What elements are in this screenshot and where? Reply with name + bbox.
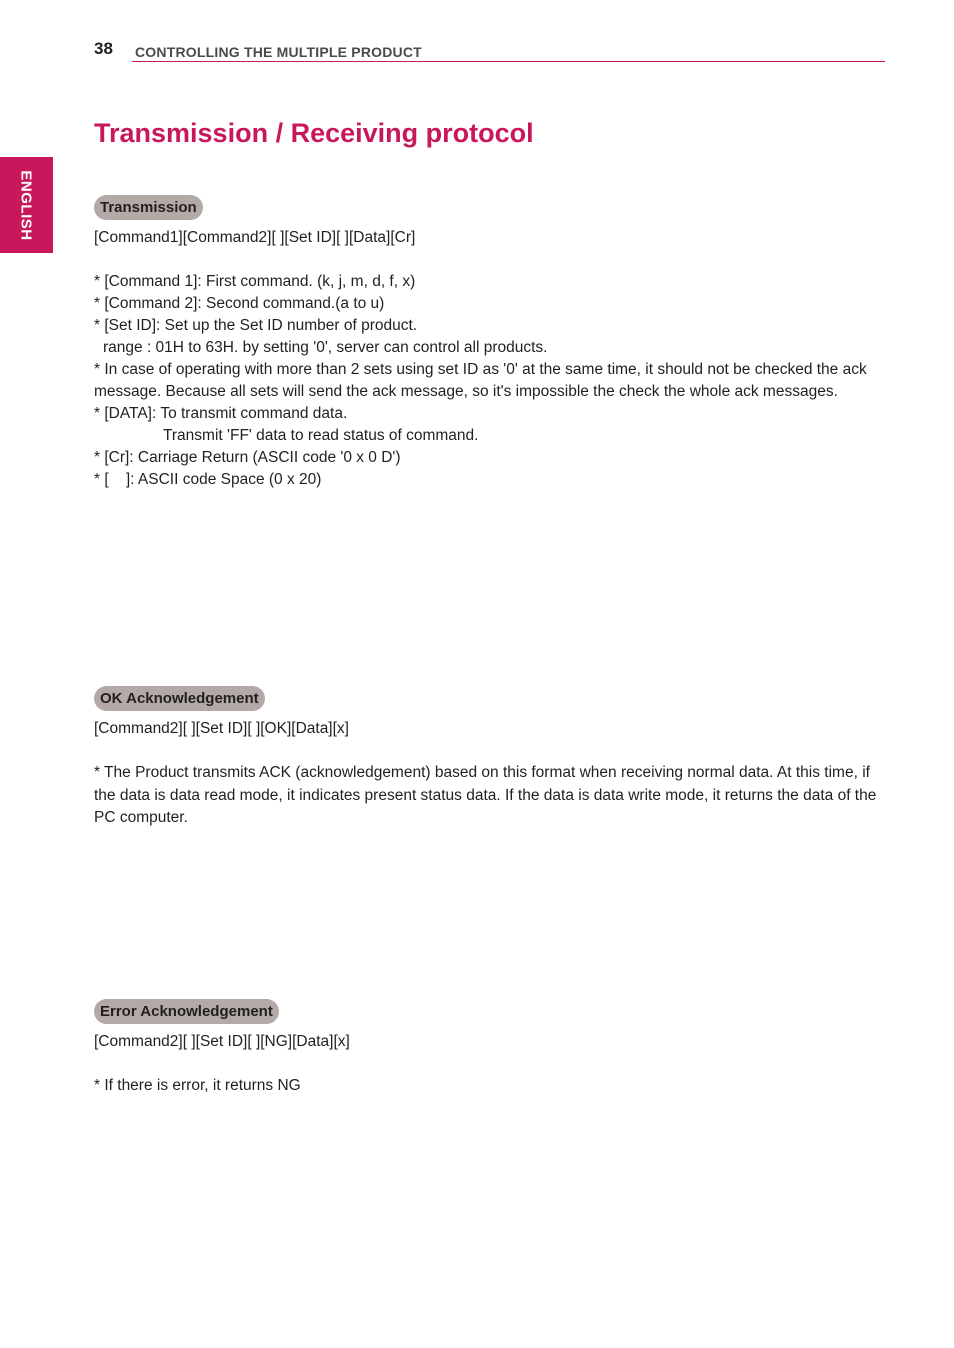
note-set-id-range: range : 01H to 63H. by setting '0', server can control all products. [103, 339, 548, 356]
note-command2: * [Command 2]: Second command.(a to u) [94, 295, 385, 312]
transmission-label: Transmission [94, 195, 203, 220]
error-ack-format: [Command2][ ][Set ID][ ][NG][Data][x] [94, 1033, 350, 1050]
page-number: 38 [94, 39, 113, 58]
note-set-id: * [Set ID]: Set up the Set ID number of product. [94, 317, 418, 334]
section-heading: CONTROLLING THE MULTIPLE PRODUCT [135, 44, 422, 60]
page-title: Transmission / Receiving protocol [94, 118, 534, 148]
error-ack-label: Error Acknowledgement [94, 999, 279, 1024]
ok-ack-format: [Command2][ ][Set ID][ ][OK][Data][x] [94, 720, 349, 737]
error-ack-block [94, 1031, 888, 1097]
note-command1: * [Command 1]: First command. (k, j, m, d, f, x) [94, 273, 416, 290]
ok-ack-label: OK Acknowledgement [94, 686, 265, 711]
ok-ack-note: * The Product transmits ACK (acknowledgement) based on this format when receiving normal data. At this time, if the data is data read mode, it indicates present status data. If the data is data write mode, it returns the data of the PC computer. [94, 764, 877, 826]
note-multi-sets: * In case of operating with more than 2 sets using set ID as '0' at the same time, it should not be checked the ack message. Because all sets will send the ack message, so it's impossible the check the whole ack messages. [94, 361, 867, 400]
note-data-read: Transmit 'FF' data to read status of command. [163, 427, 479, 444]
transmission-block [94, 227, 888, 491]
note-space: * [ ]: ASCII code Space (0 x 20) [94, 471, 322, 488]
ok-ack-block [94, 718, 888, 830]
header-divider [132, 61, 885, 62]
transmission-format: [Command1][Command2][ ][Set ID][ ][Data][Cr] [94, 229, 416, 246]
language-tab [0, 157, 53, 253]
note-data: * [DATA]: To transmit command data. [94, 405, 348, 422]
language-tab-label: ENGLISH [18, 169, 35, 241]
note-cr: * [Cr]: Carriage Return (ASCII code '0 x 0 D') [94, 449, 401, 466]
error-ack-note: * If there is error, it returns NG [94, 1077, 301, 1094]
